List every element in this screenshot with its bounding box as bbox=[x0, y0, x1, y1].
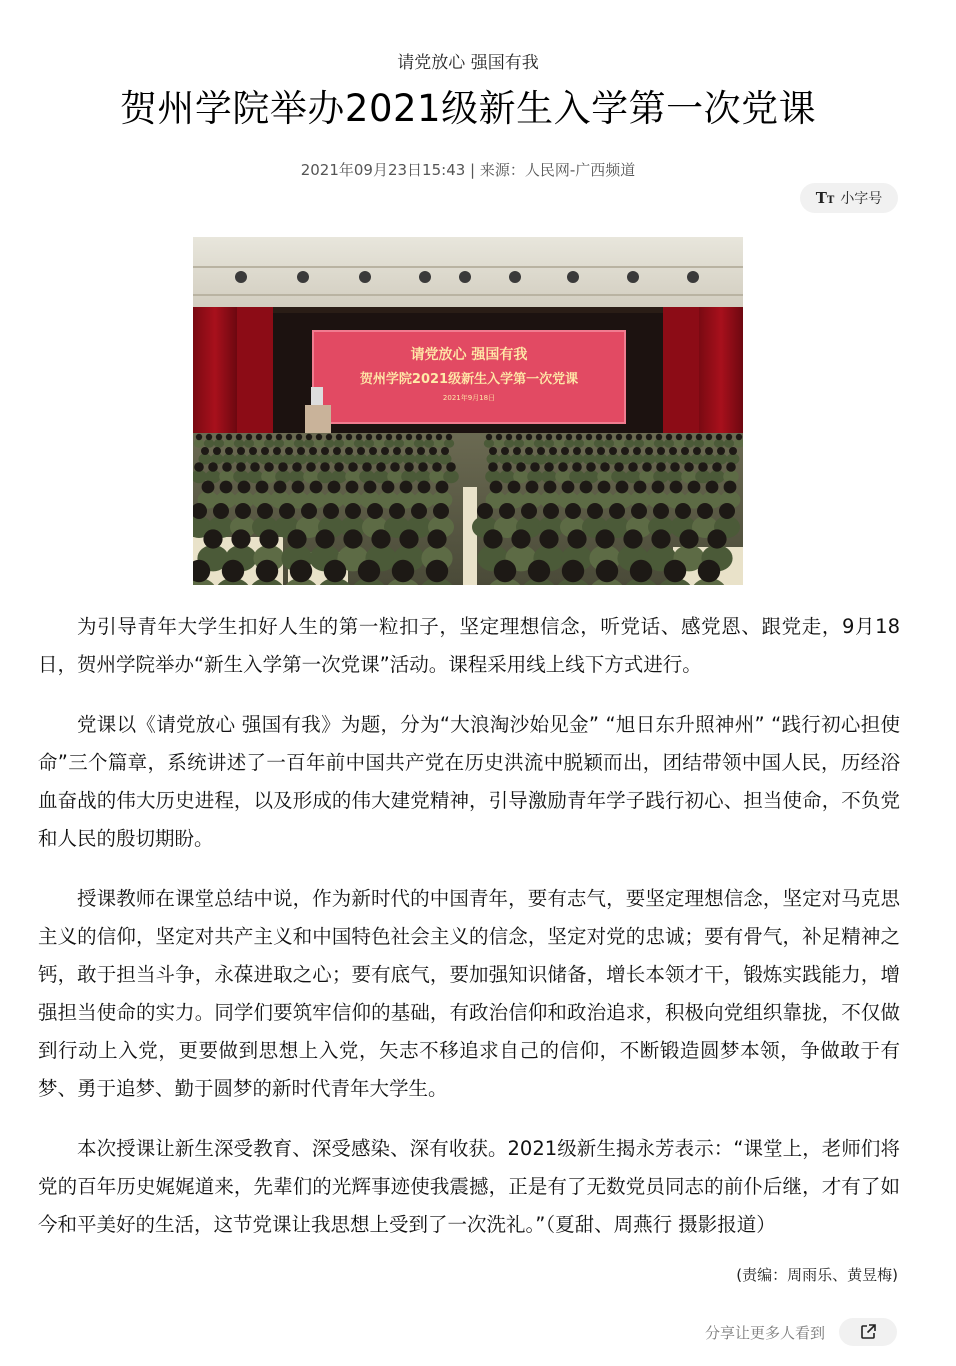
article-body bbox=[38, 608, 900, 1266]
article-paragraph: 本次授课让新生深受教育、深受感染、深有收获。2021级新生揭永芳表示：“课堂上，老师们将党的百年历史娓娓道来，先辈们的光辉事迹使我震撼，正是有了无数党员同志的前仆后继，才有了如今和平美好的生活，这节党课让我思想上受到了一次洗礼。”（夏甜、周燕行 摄影报道） bbox=[38, 1137, 900, 1236]
article-editor: (责编：周雨乐、黄昱梅) bbox=[736, 1266, 898, 1284]
share-prompt: 分享让更多人看到 bbox=[705, 1324, 826, 1342]
screen-line-2: 贺州学院2021级新生入学第一次党课 bbox=[359, 372, 579, 387]
article-paragraph: 为引导青年大学生扣好人生的第一粒扣子，坚定理想信念，听党话、感党恩、跟党走，9月18日，贺州学院举办“新生入学第一次党课”活动。课程采用线上线下方式进行。 bbox=[38, 615, 900, 676]
font-size-icon: TT bbox=[815, 189, 835, 207]
share-button[interactable] bbox=[839, 1318, 897, 1346]
article-photo bbox=[193, 237, 743, 585]
font-size-toggle-button[interactable] bbox=[800, 183, 898, 213]
font-size-label: 小字号 bbox=[840, 191, 883, 207]
article-meta: 2021年09月23日15:43 | 来源：人民网-广西频道 bbox=[300, 161, 636, 179]
article-kicker: 请党放心 强国有我 bbox=[397, 53, 539, 73]
screen-line-1: 请党放心 强国有我 bbox=[410, 347, 528, 363]
screen-line-3: 2021年9月18日 bbox=[442, 394, 496, 402]
article-paragraph: 授课教师在课堂总结中说，作为新时代的中国青年，要有志气，要坚定理想信念，坚定对马克思主义的信仰，坚定对共产主义和中国特色社会主义的信念，坚定对党的忠诚；要有骨气，补足精神之钙，敢于担当斗争，永葆进取之心；要有底气，要加强知识储备，增长本领才干，锻炼实践能力，增强担当使命的实力。同学们要筑牢信仰的基础，有政治信仰和政治追求，积极向党组织靠拢，不仅做到行动上入党，更要做到思想上入党，矢志不移追求自己的信仰，不断锻造圆梦本领，争做敢于有梦、勇于追梦、勤于圆梦的新时代青年大学生。 bbox=[38, 887, 900, 1100]
article-paragraph: 党课以《请党放心 强国有我》为题，分为“大浪淘沙始见金” “旭日东升照神州” “践行初心担使命”三个篇章，系统讲述了一百年前中国共产党在历史洪流中脱颖而出，团结带领中国人民，历经浴血奋战的伟大历史进程，以及形成的伟大建党精神，引导激励青年学子践行初心、担当使命，不负党和人民的殷切期盼。 bbox=[38, 713, 900, 850]
share-external-icon bbox=[859, 1323, 877, 1341]
article-title: 贺州学院举办2021级新生入学第一次党课 bbox=[119, 87, 817, 130]
